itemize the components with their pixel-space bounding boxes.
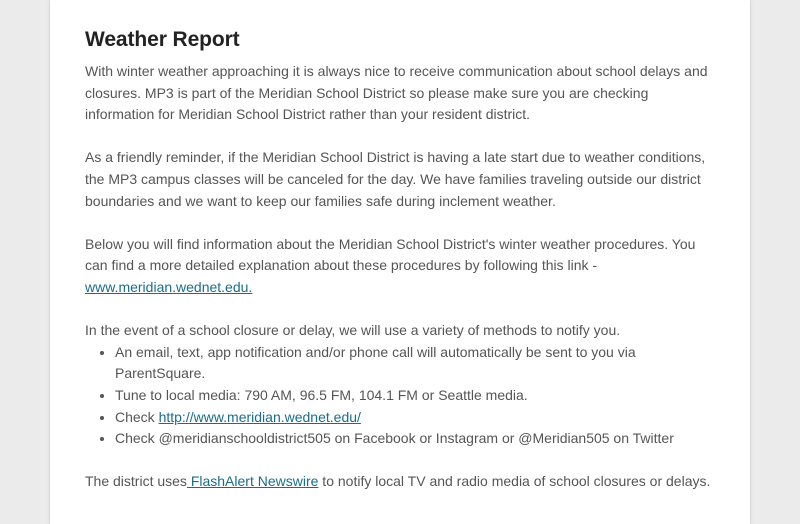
list-item: • An email, text, app notification and/or phone call will automatically be sent to you via ParentSquare. — [115, 342, 715, 385]
notification-intro: In the event of a school closure or delay, we will use a variety of methods to notify you. — [85, 322, 621, 339]
reminder-paragraph: As a friendly reminder, if the Meridian School District is having a late start due to weather conditions, the MP3 campus classes will be canceled for the day. We have families traveling outside our district boundaries and we want to keep our families safe during inclement weather. — [85, 149, 706, 209]
notification-list — [85, 342, 715, 450]
spacer — [85, 450, 715, 472]
flashalert-paragraph — [85, 471, 715, 493]
spacer — [85, 126, 715, 148]
intro-paragraph: With winter weather approaching it is always nice to receive communication about school delays and closures. MP3 is part of the Meridian School District so please make sure you are checking information for Meridian School District rather than your resident district. — [85, 63, 708, 123]
flashalert-suffix: to notify local TV and radio media of school closures or delays. — [318, 473, 711, 490]
list-item-text: Check — [115, 408, 159, 425]
page-title: Weather Report — [85, 28, 240, 51]
spacer — [85, 212, 715, 234]
flashalert-prefix: The district uses — [85, 473, 187, 490]
list-item: • Check @meridianschooldistrict505 on Facebook or Instagram or @Meridian505 on Twitter — [115, 428, 715, 450]
procedures-text: Below you will find information about the Meridian School District's winter weather procedures. You can find a more detailed explanation about these procedures by following this link - — [85, 235, 696, 274]
list-item — [115, 407, 715, 429]
district-site-link[interactable]: www.meridian.wednet.edu. — [85, 278, 253, 295]
procedures-paragraph — [85, 234, 715, 299]
spacer — [85, 299, 715, 321]
flashalert-link[interactable]: FlashAlert Newswire — [186, 473, 319, 490]
list-item: • Tune to local media: 790 AM, 96.5 FM, 104.1 FM or Seattle media. — [115, 385, 715, 407]
district-url-link[interactable]: http://www.meridian.wednet.edu/ — [158, 408, 361, 425]
content-card — [50, 0, 750, 524]
